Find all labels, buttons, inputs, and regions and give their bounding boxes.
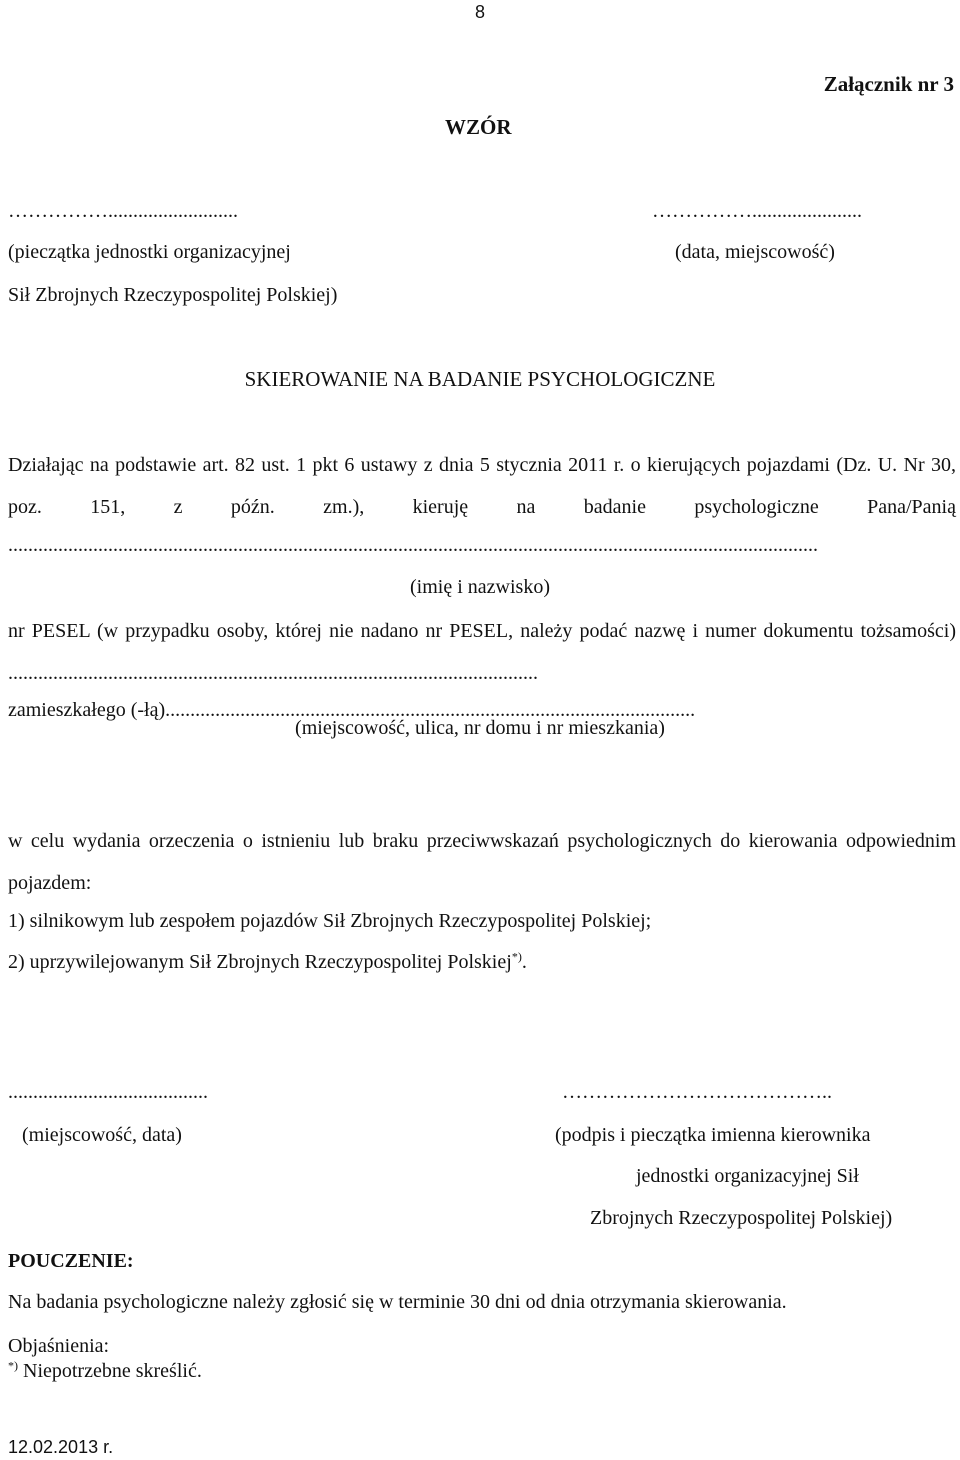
list-item-2-end: . — [521, 951, 527, 973]
document-title: SKIEROWANIE NA BADANIE PSYCHOLOGICZNE — [244, 367, 716, 391]
list-item-2 — [8, 951, 527, 974]
footnote-marker: *) — [511, 949, 522, 964]
explanation-body: Niepotrzebne skreślić. — [18, 1360, 202, 1382]
list-item-1: 1) silnikowym lub zespołem pojazdów Sił Zbrojnych Rzeczypospolitej Polskiej; — [8, 910, 652, 932]
template-heading: WZÓR — [445, 115, 512, 139]
legal-basis-paragraph: Działając na podstawie art. 82 ust. 1 pkt 6 ustawy z dnia 5 stycznia 2011 r. o kierujących pojazdami (Dz. U. Nr 30, poz. 151, z późn. zm.), kieruję na badanie psychologiczne Pana/Panią — [8, 454, 956, 518]
explanations-heading: Objaśnienia: — [8, 1335, 110, 1357]
purpose-paragraph: w celu wydania orzeczenia o istnieniu lub braku przeciwwskazań psychologicznych do kierowania odpowiednim pojazdem: — [8, 830, 956, 894]
explanations-text — [8, 1360, 202, 1383]
address-label: (miejscowość, ulica, nr domu i nr mieszkania) — [295, 717, 665, 739]
signature-label-line2: jednostki organizacyjnej Sił — [636, 1165, 859, 1187]
signature-label-line1: (podpis i pieczątka imienna kierownika — [555, 1124, 871, 1146]
stamp-dots: …………….......................... — [8, 200, 238, 222]
name-label: (imię i nazwisko) — [410, 576, 550, 598]
list-item-2-text: 2) uprzywilejowanym Sił Zbrojnych Rzeczypospolitej Polskiej — [8, 951, 512, 973]
stamp-label-line2: Sił Zbrojnych Rzeczypospolitej Polskiej) — [8, 284, 338, 306]
footer-date: 12.02.2013 r. — [8, 1437, 114, 1457]
instruction-heading: POUCZENIE: — [8, 1250, 134, 1272]
explanation-marker: *) — [8, 1358, 18, 1373]
date-place-dots: ……………...................... — [652, 200, 862, 222]
resident-line: zamieszkałego (-łą).......................................................................................................... — [8, 699, 696, 721]
place-date-dots: ........................................ — [8, 1081, 208, 1103]
page-number: 8 — [474, 2, 485, 22]
annex-label: Załącznik nr 3 — [823, 72, 954, 96]
date-place-label: (data, miejscowość) — [675, 241, 835, 263]
instruction-text: Na badania psychologiczne należy zgłosić się w terminie 30 dni od dnia otrzymania skierowania. — [8, 1291, 787, 1313]
stamp-label-line1: (pieczątka jednostki organizacyjnej — [8, 241, 291, 263]
name-dots-line: .................................................................................................................................................................. — [8, 534, 818, 556]
pesel-paragraph: nr PESEL (w przypadku osoby, której nie nadano nr PESEL, należy podać nazwę i numer dokumentu tożsamości) .......................................................................................................... — [8, 620, 956, 684]
signature-dots: ………………………………….. — [562, 1081, 832, 1103]
place-date-label: (miejscowość, data) — [22, 1124, 182, 1146]
signature-label-line3: Zbrojnych Rzeczypospolitej Polskiej) — [590, 1207, 893, 1229]
